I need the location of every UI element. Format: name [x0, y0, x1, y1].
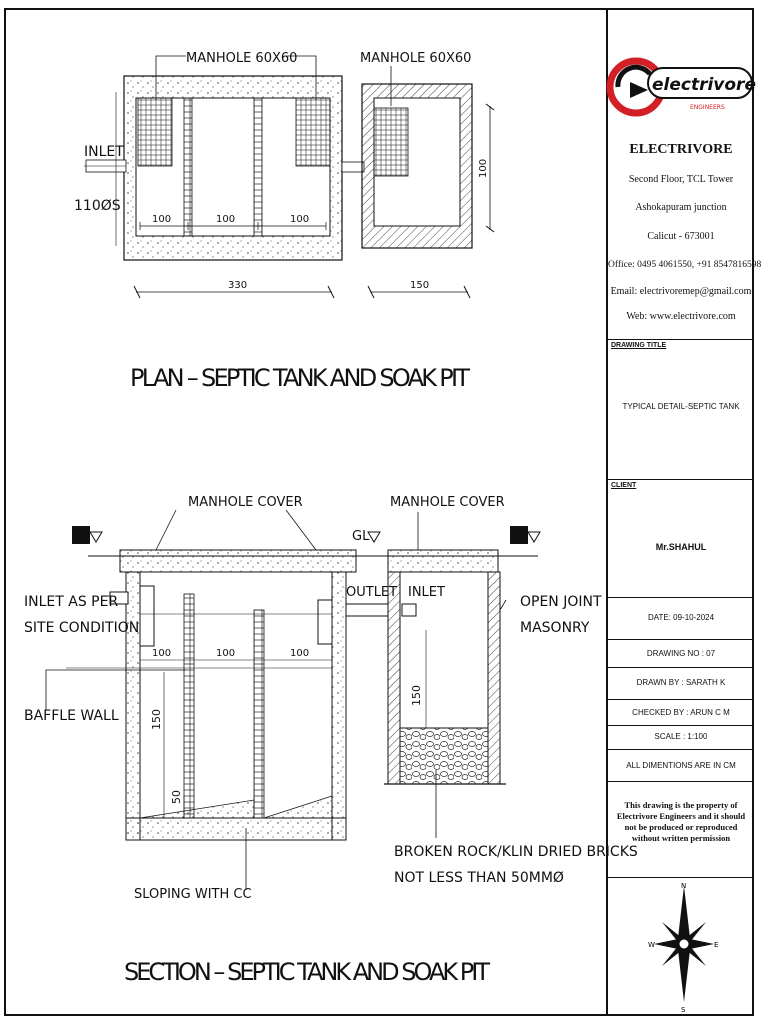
drawing-title-label: DRAWING TITLE: [611, 342, 667, 349]
scale-cell: [608, 726, 754, 750]
section-sloping-label: SLOPING WITH CC: [134, 887, 252, 902]
disclaimer-cell: [608, 782, 754, 878]
checked-by-cell: [608, 700, 754, 726]
section-dim-1: 100: [152, 648, 172, 659]
section-title: SECTION – SEPTIC TANK AND SOAK PIT: [124, 958, 490, 986]
section-gl-label: GL: [352, 529, 370, 544]
units-cell: [608, 750, 754, 782]
drawing-title-value: TYPICAL DETAIL-SEPTIC TANK: [622, 402, 740, 411]
section-inlet-note-2: SITE CONDITION: [24, 620, 140, 636]
drawn-by-cell: [608, 668, 754, 700]
plan-manhole-left-label: MANHOLE 60X60: [186, 51, 298, 66]
disclaimer-text: This drawing is the property of Electrivore Engineers and it should not be produced or reproduced without written permission: [616, 800, 746, 843]
drawing-no-value: DRAWING NO : 07: [646, 649, 716, 658]
section-depth-label: 150: [150, 709, 163, 730]
drawn-by-value: DRAWN BY : SARATH K: [636, 678, 726, 687]
section-inlet-label: INLET: [408, 585, 445, 600]
plan-dim-2: 100: [216, 214, 236, 225]
section-dim-3: 100: [290, 648, 310, 659]
client-value: Mr.SHAHUL: [655, 542, 707, 552]
north-arrow-cell: [608, 878, 754, 1014]
electrivore-logo: [608, 32, 754, 142]
office-phone: Office: 0495 4061550, +91 8547816598: [608, 260, 762, 270]
logo-text: electrivore: [652, 75, 756, 95]
plan-manhole-right-label: MANHOLE 60X60: [360, 51, 472, 66]
client-label: CLIENT: [611, 482, 637, 489]
section-view: [46, 510, 540, 890]
compass-e: E: [714, 941, 719, 949]
plan-dim-3: 100: [290, 214, 310, 225]
client-cell: [608, 480, 754, 598]
company-cell: [608, 10, 762, 340]
section-broken-rock-2: NOT LESS THAN 50MMØ: [394, 870, 564, 886]
compass-rose-icon: [608, 878, 754, 1014]
address-line-2: Ashokapuram junction: [635, 202, 727, 213]
plan-inlet-label: INLET: [84, 144, 124, 160]
plan-pipe-label: 110ØS: [74, 198, 121, 214]
website: Web: www.electrivore.com: [626, 311, 736, 322]
plan-view: [84, 56, 494, 298]
section-baffle-label: BAFFLE WALL: [24, 708, 119, 724]
section-open-joint-1: OPEN JOINT: [520, 594, 602, 610]
company-name: ELECTRIVORE: [629, 142, 733, 157]
drawing-title-cell: [608, 340, 754, 480]
section-pit-depth-label: 150: [410, 685, 423, 706]
address-line-1: Second Floor, TCL Tower: [628, 174, 734, 185]
section-dim-2: 100: [216, 648, 236, 659]
drawing-no-cell: [608, 640, 754, 668]
compass-n: N: [681, 882, 687, 890]
section-inlet-note-1: INLET AS PER: [24, 594, 119, 610]
plan-dim-pit: 150: [410, 280, 430, 291]
section-broken-rock-1: BROKEN ROCK/KLIN DRIED BRICKS: [394, 844, 638, 860]
logo-sub: ENGINEERS: [690, 104, 725, 111]
compass-w: W: [648, 941, 655, 949]
checked-by-value: CHECKED BY : ARUN C M: [632, 708, 730, 717]
compass-s: S: [681, 1006, 686, 1014]
plan-title: PLAN – SEPTIC TANK AND SOAK PIT: [130, 364, 471, 392]
plan-dim-1: 100: [152, 214, 172, 225]
plan-dim-pit-height: 100: [478, 158, 489, 178]
date-cell: [608, 598, 754, 640]
plan-dim-length: 330: [228, 280, 248, 291]
section-manhole-cover-right: MANHOLE COVER: [390, 495, 505, 510]
scale-value: SCALE : 1:100: [654, 732, 708, 741]
section-outlet-label: OUTLET: [346, 585, 398, 600]
email: Email: electrivoremep@gmail.com: [610, 286, 752, 297]
section-manhole-cover-left: MANHOLE COVER: [188, 495, 303, 510]
units-value: ALL DIMENTIONS ARE IN CM: [626, 761, 736, 770]
address-line-3: Calicut - 673001: [647, 231, 715, 242]
section-bottom-label: 50: [170, 790, 183, 804]
title-block: [606, 10, 762, 1014]
section-open-joint-2: MASONRY: [520, 620, 590, 636]
date-value: DATE: 09-10-2024: [647, 613, 715, 622]
drawing-sheet: [4, 8, 762, 1016]
